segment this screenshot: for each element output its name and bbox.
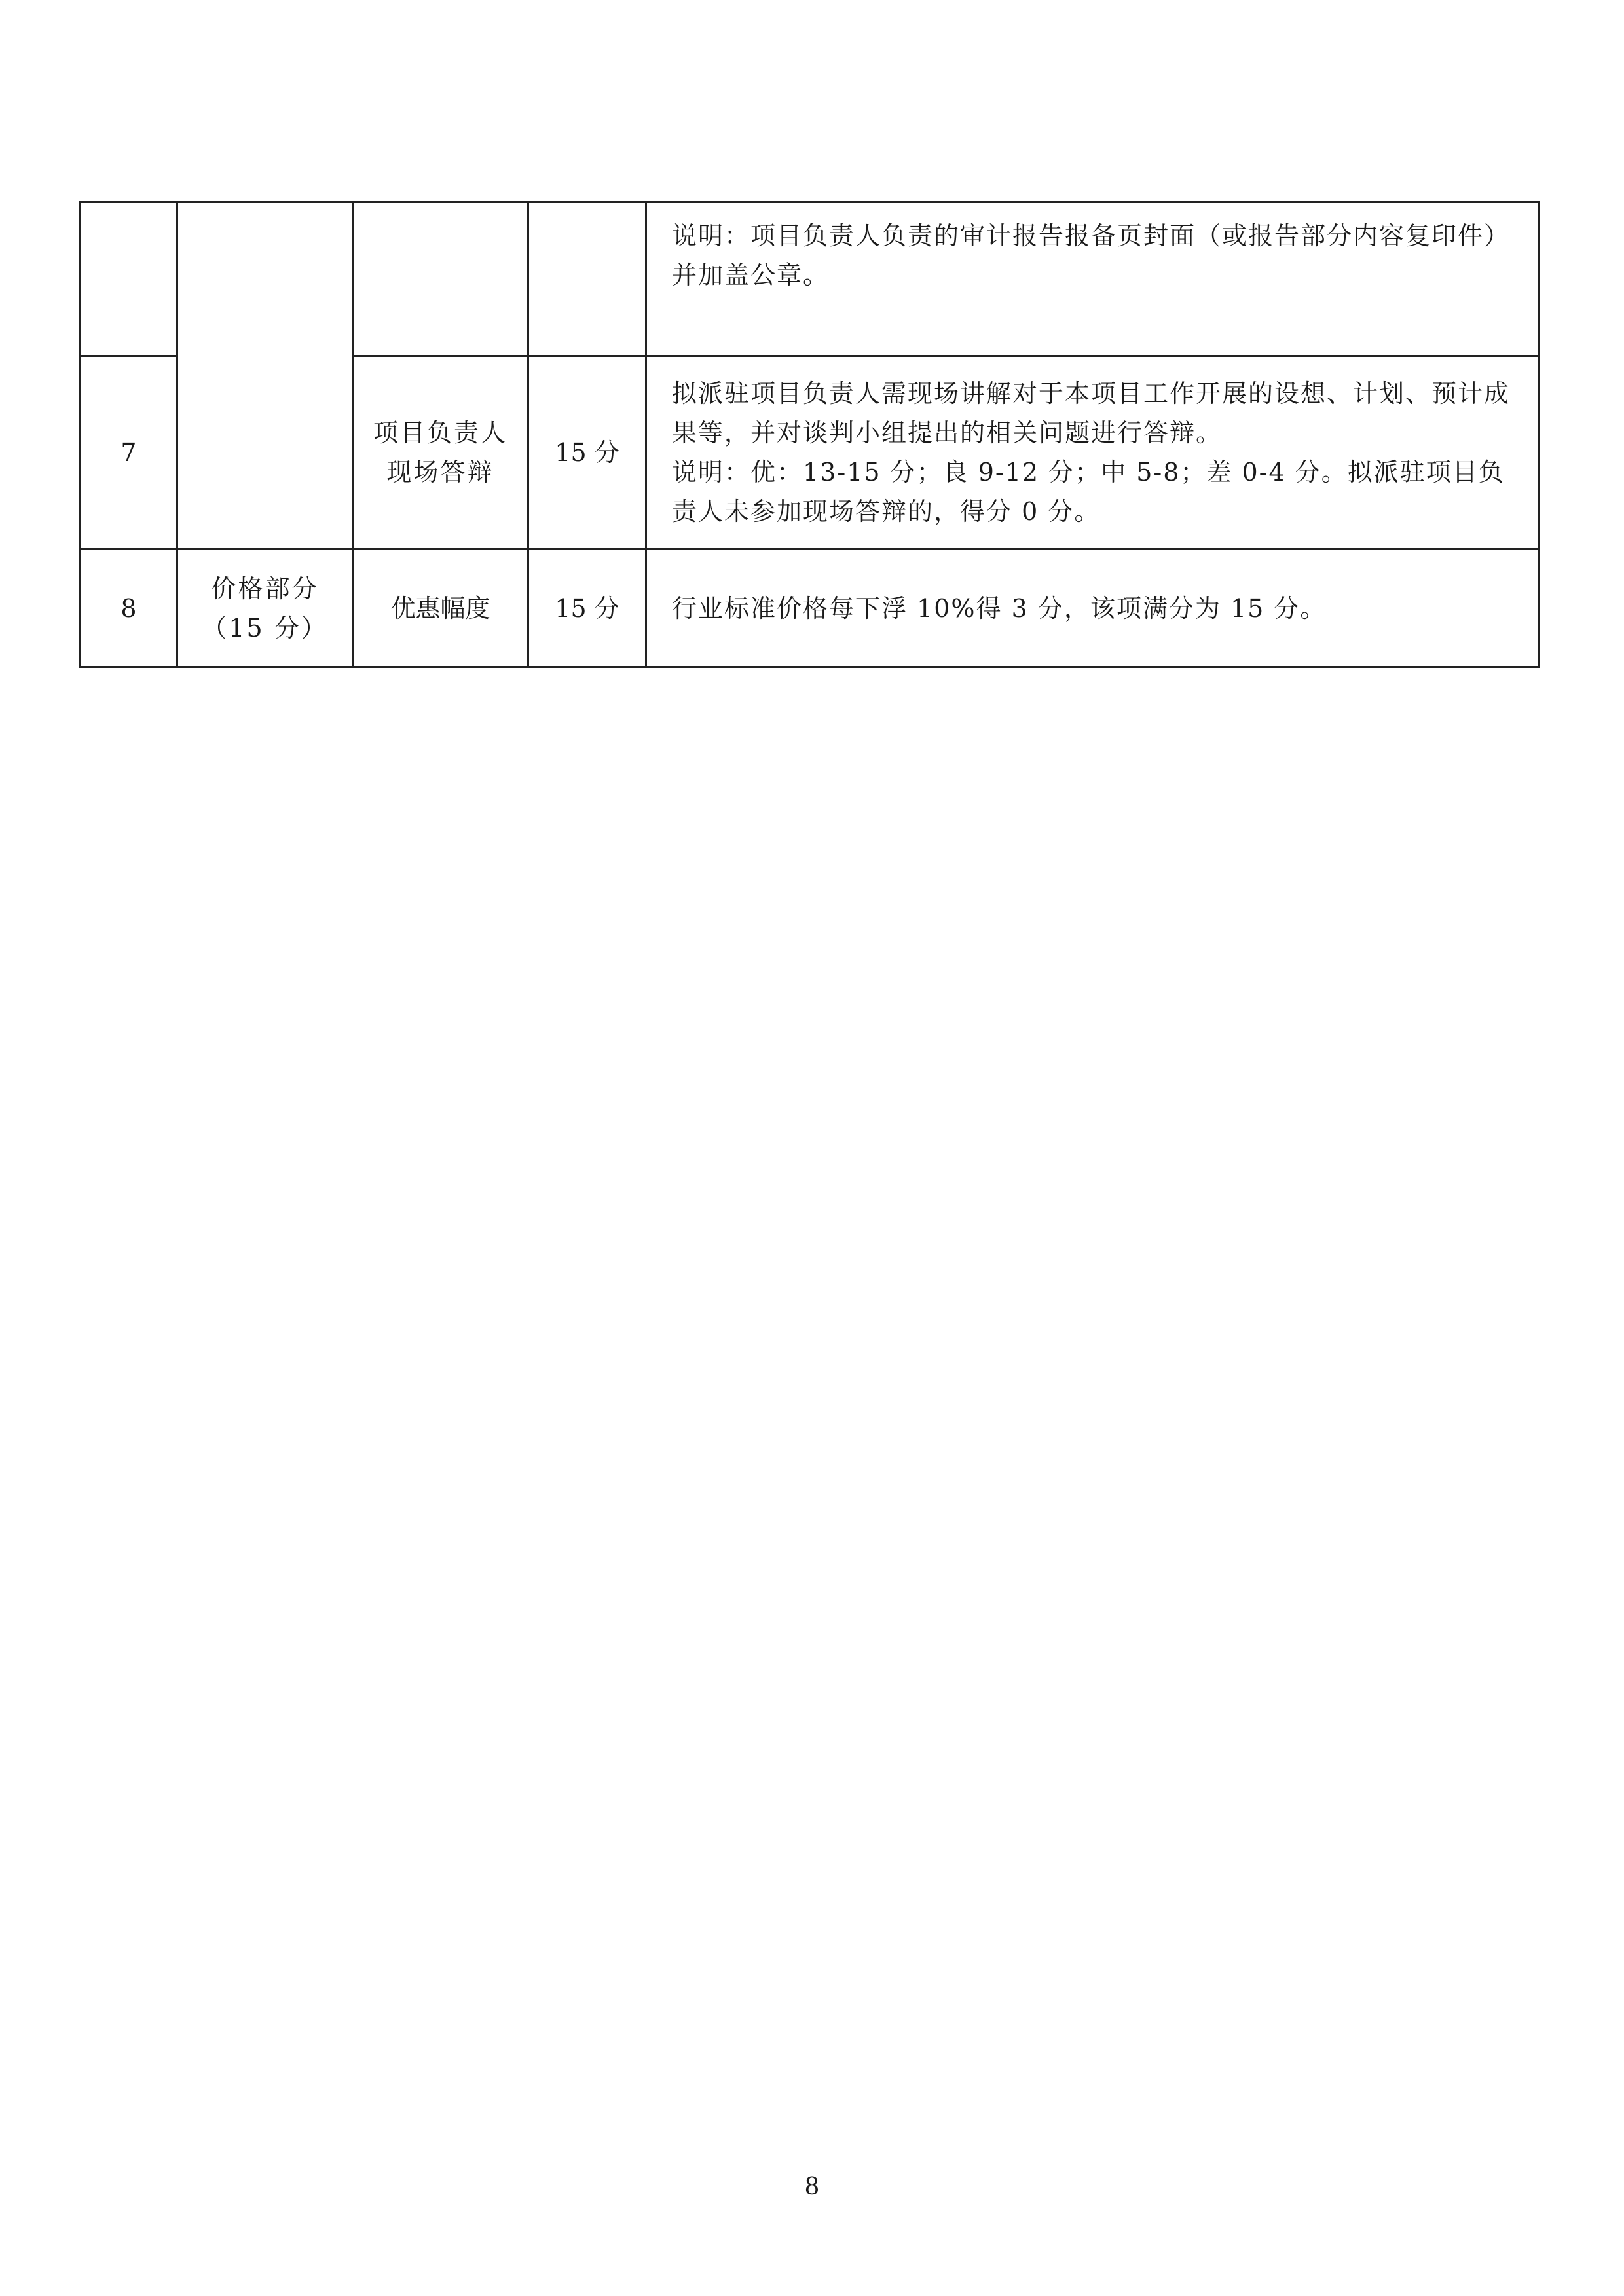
table-row bbox=[81, 549, 1540, 667]
description-text: 说明：项目负责人负责的审计报告报备页封面（或报告部分内容复印件）并加盖公章。 bbox=[672, 221, 1511, 289]
category-text: 价格部分（15 分） bbox=[202, 574, 328, 642]
description-text: 拟派驻项目负责人需现场讲解对于本项目工作开展的设想、计划、预计成果等，并对谈判小组提出的相关问题进行答辩。 bbox=[672, 379, 1511, 447]
row-number-cell bbox=[81, 202, 177, 356]
description-cell bbox=[646, 202, 1540, 356]
row-number-cell: 7 bbox=[81, 356, 177, 549]
table-row bbox=[81, 202, 1540, 356]
item-cell bbox=[353, 356, 528, 549]
description-cell bbox=[646, 356, 1540, 549]
item-text: 项目负责人现场答辩 bbox=[373, 418, 507, 487]
category-cell bbox=[177, 202, 353, 549]
category-cell bbox=[177, 549, 353, 667]
page-number: 8 bbox=[804, 2174, 820, 2200]
item-cell bbox=[353, 202, 528, 356]
description-cell bbox=[646, 549, 1540, 667]
score-cell: 15 分 bbox=[528, 549, 646, 667]
scoring-table bbox=[79, 201, 1540, 668]
score-cell: 15 分 bbox=[528, 356, 646, 549]
row-number-cell: 8 bbox=[81, 549, 177, 667]
item-cell: 优惠幅度 bbox=[353, 549, 528, 667]
description-note: 说明：优：13-15 分；良 9-12 分；中 5-8；差 0-4 分。拟派驻项目负责人未参加现场答辩的，得分 0 分。 bbox=[672, 458, 1505, 526]
description-text: 行业标准价格每下浮 10%得 3 分，该项满分为 15 分。 bbox=[672, 593, 1327, 623]
score-cell bbox=[528, 202, 646, 356]
